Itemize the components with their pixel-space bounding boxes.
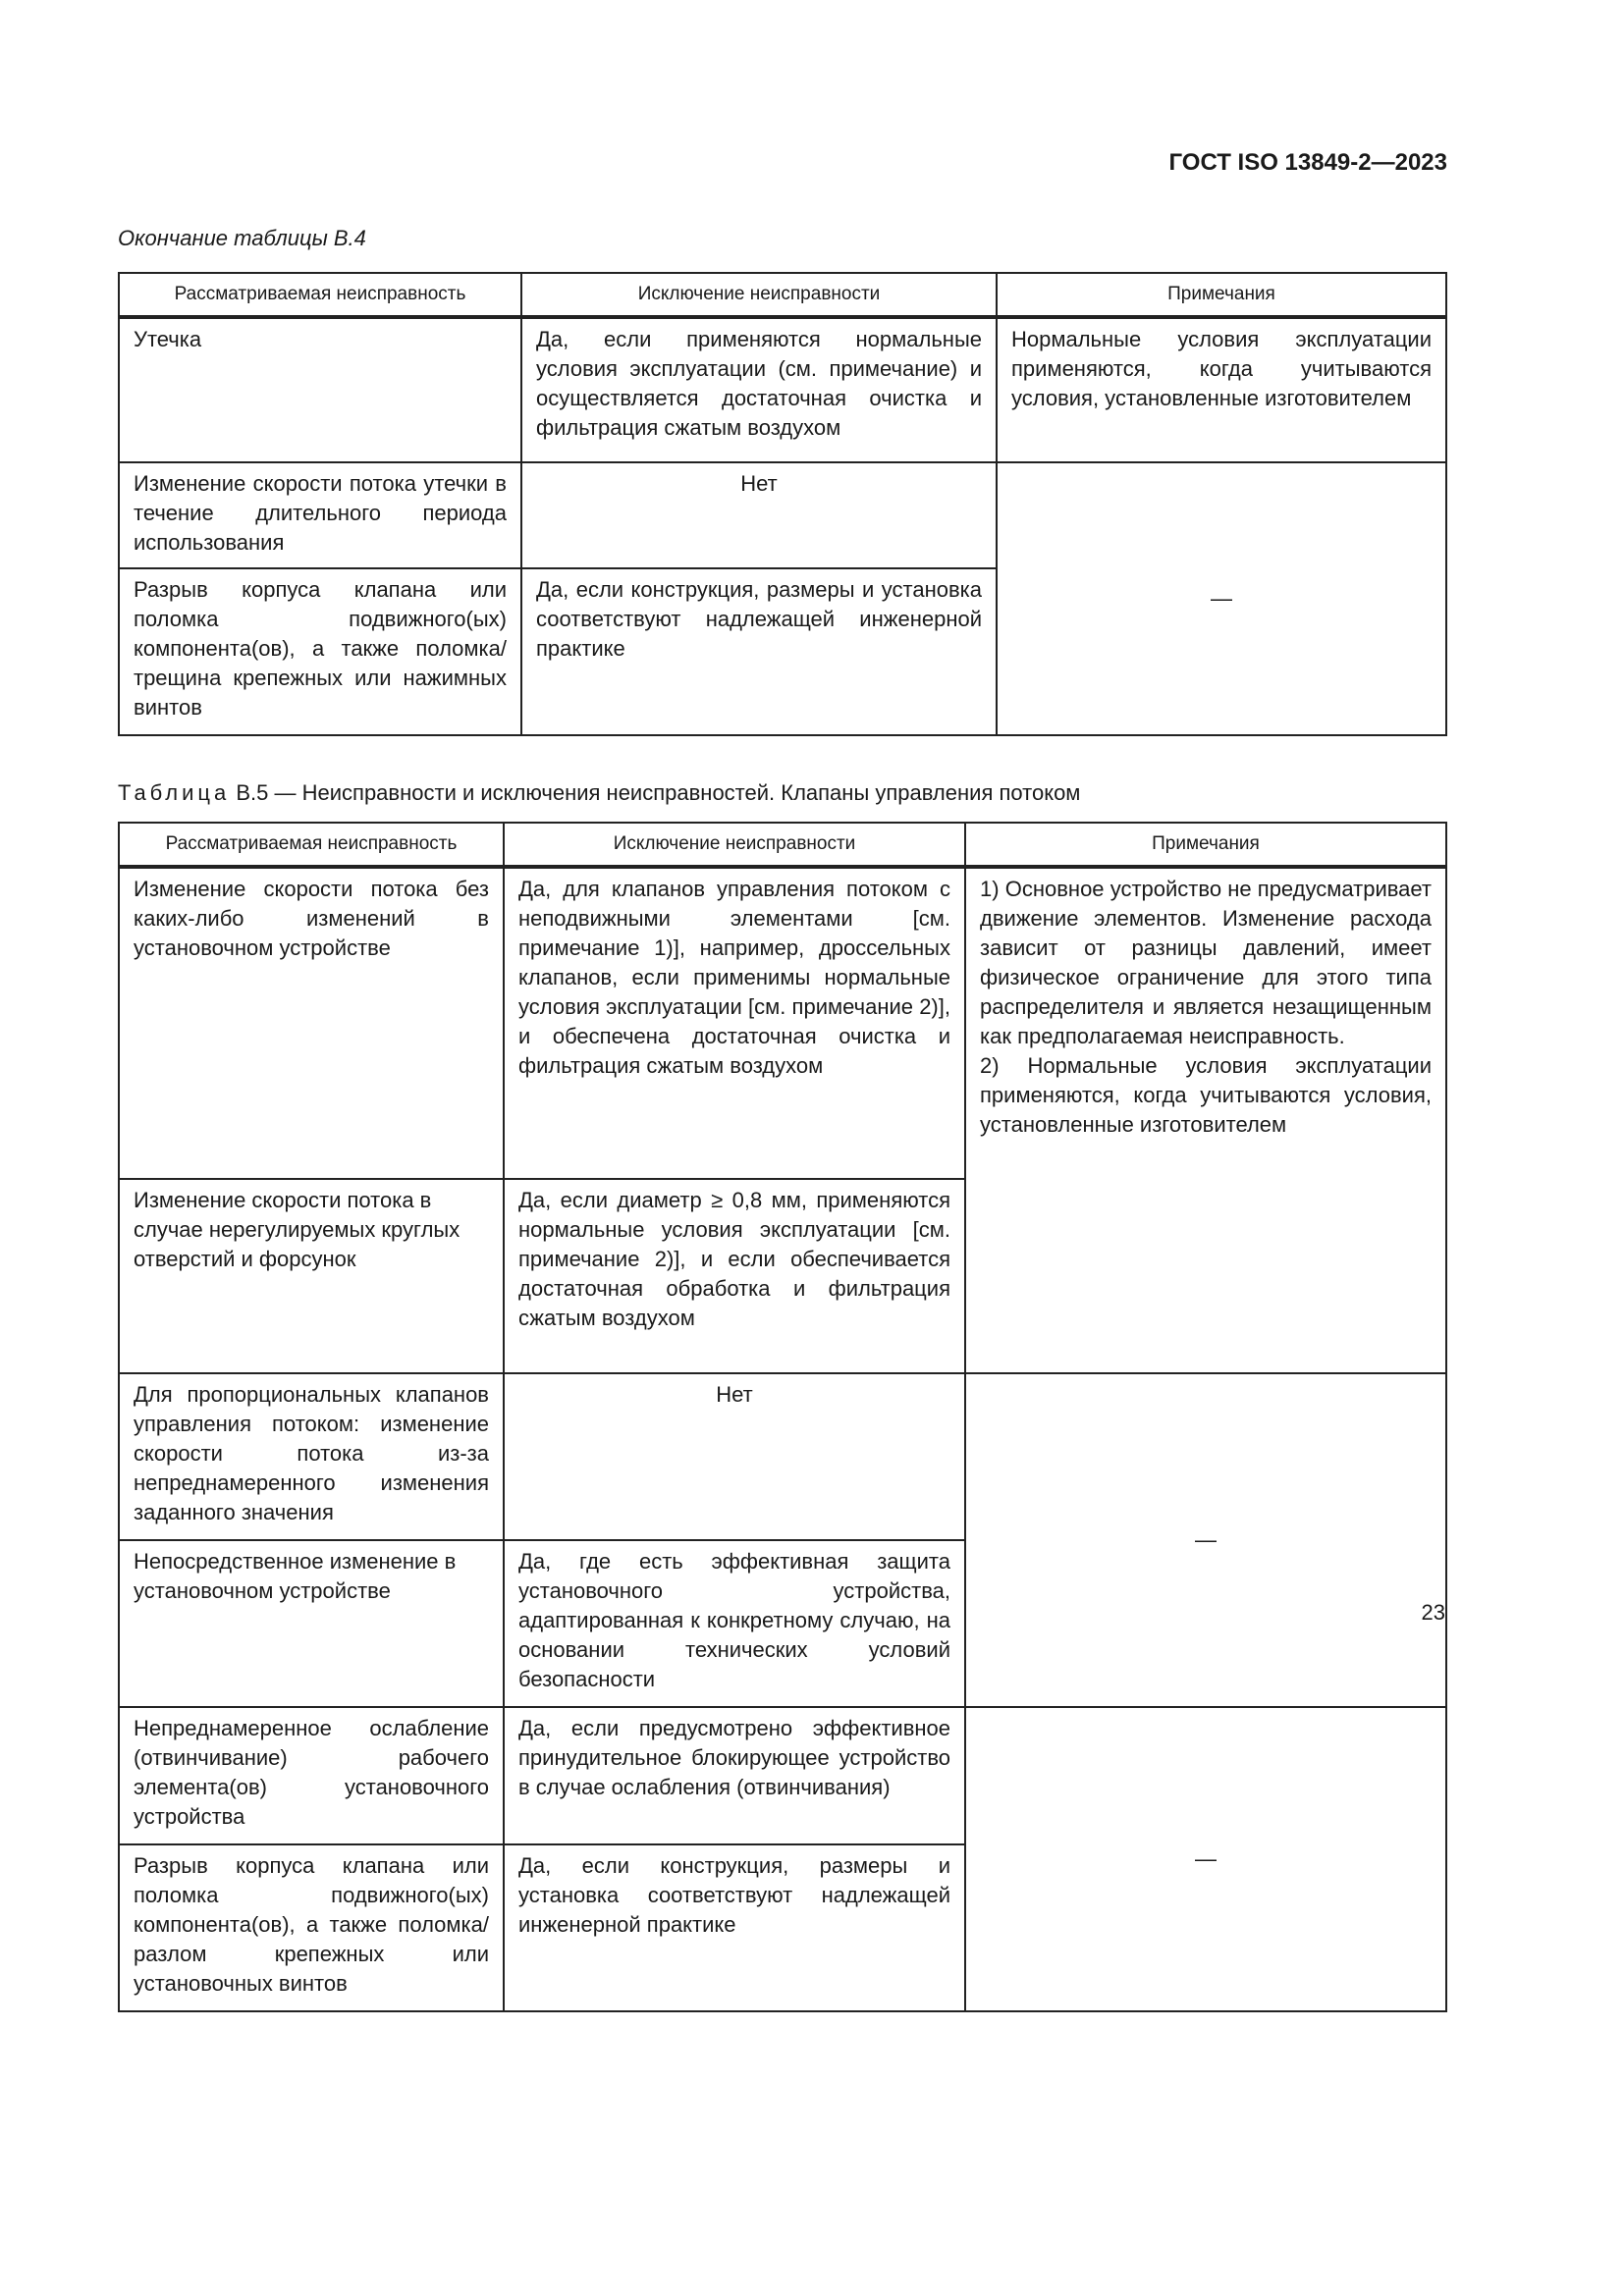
column-header-fault: Рассматриваемая неисправность xyxy=(119,823,504,867)
column-header-exclusion: Исключение неисправности xyxy=(504,823,965,867)
column-header-notes: Примечания xyxy=(965,823,1446,867)
page-number: 23 xyxy=(1421,1600,1445,1625)
fault-cell: Разрыв корпуса клапана или поломка подвижного(ых) компонента(ов), а также поломка/разлом крепежных или установочных винтов xyxy=(119,1844,504,2011)
exclusion-cell: Нет xyxy=(504,1373,965,1540)
fault-cell: Утечка xyxy=(119,317,521,462)
table-row xyxy=(119,1373,1446,1540)
table-b5-caption-prefix: Таблица xyxy=(118,780,231,805)
table-row xyxy=(119,462,1446,568)
column-header-fault: Рассматриваемая неисправность xyxy=(119,273,521,317)
note-cell: — xyxy=(965,1707,1446,2011)
table-b4-continuation-caption: Окончание таблицы В.4 xyxy=(118,226,366,250)
fault-cell: Непосредственное изменение в установочном устройстве xyxy=(119,1540,504,1707)
table-b5-caption-title: В.5 — Неисправности и исключения неисправностей. Клапаны управления потоком xyxy=(230,780,1081,805)
table-row xyxy=(119,317,1446,462)
fault-cell: Для пропорциональных клапанов управления потоком: изменение скорости потока из-за непреднамеренного изменения заданного значения xyxy=(119,1373,504,1540)
fault-cell: Изменение скорости потока утечки в течение длительного периода использования xyxy=(119,462,521,568)
table-row xyxy=(119,1707,1446,1844)
fault-cell: Разрыв корпуса клапана или поломка подвижного(ых) компонента(ов), а также поломка/трещина крепежных или нажимных винтов xyxy=(119,568,521,735)
exclusion-cell: Да, для клапанов управления потоком с неподвижными элементами [см. примечание 1)], например, дроссельных клапанов, если применимы нормальные условия эксплуатации [см. примечание 2)], и обеспечена достаточная очистка и фильтрация сжатым воздухом xyxy=(504,867,965,1179)
note-cell: Нормальные условия эксплуатации применяются, когда учитываются условия, установленные изготовителем xyxy=(997,317,1446,462)
exclusion-cell: Да, если предусмотрено эффективное принудительное блокирующее устройство в случае ослабления (отвинчивания) xyxy=(504,1707,965,1844)
table-b4 xyxy=(118,272,1447,736)
note-cell: — xyxy=(965,1373,1446,1707)
exclusion-cell: Да, если конструкция, размеры и установка соответствуют надлежащей инженерной практике xyxy=(504,1844,965,2011)
column-header-exclusion: Исключение неисправности xyxy=(521,273,997,317)
table-row xyxy=(119,867,1446,1179)
fault-cell: Изменение скорости потока без каких-либо изменений в установочном устройстве xyxy=(119,867,504,1179)
note-cell xyxy=(965,867,1446,1373)
exclusion-cell: Да, если применяются нормальные условия эксплуатации (см. примечание) и осуществляется достаточная очистка и фильтрация сжатым воздухом xyxy=(521,317,997,462)
exclusion-cell: Да, если диаметр ≥ 0,8 мм, применяются нормальные условия эксплуатации [см. примечание 2)], и если обеспечивается достаточная обработка и фильтрация сжатым воздухом xyxy=(504,1179,965,1373)
note-cell: — xyxy=(997,462,1446,735)
table-header-row xyxy=(119,823,1446,867)
exclusion-cell: Да, где есть эффективная защита установочного устройства, адаптированная к конкретному случаю, на основании технических условий безопасности xyxy=(504,1540,965,1707)
exclusion-cell: Да, если конструкция, размеры и установка соответствуют надлежащей инженерной практике xyxy=(521,568,997,735)
note-1: 1) Основное устройство не предусматривает движение элементов. Изменение расхода зависит от разницы давлений, имеет физическое ограничение для этого типа распределителя и является незащищенным как предполагаемая неисправность. xyxy=(980,877,1432,1048)
fault-cell: Изменение скорости потока в случае нерегулируемых круглых отверстий и форсунок xyxy=(119,1179,504,1373)
document-code: ГОСТ ISO 13849-2—2023 xyxy=(1168,149,1447,176)
exclusion-cell: Нет xyxy=(521,462,997,568)
table-b5-caption xyxy=(118,780,1080,806)
table-b5 xyxy=(118,822,1447,2012)
note-2: 2) Нормальные условия эксплуатации применяются, когда учитываются условия, установленные изготовителем xyxy=(980,1053,1432,1137)
fault-cell: Непреднамеренное ослабление (отвинчивание) рабочего элемента(ов) установочного устройства xyxy=(119,1707,504,1844)
table-header-row xyxy=(119,273,1446,317)
column-header-notes: Примечания xyxy=(997,273,1446,317)
